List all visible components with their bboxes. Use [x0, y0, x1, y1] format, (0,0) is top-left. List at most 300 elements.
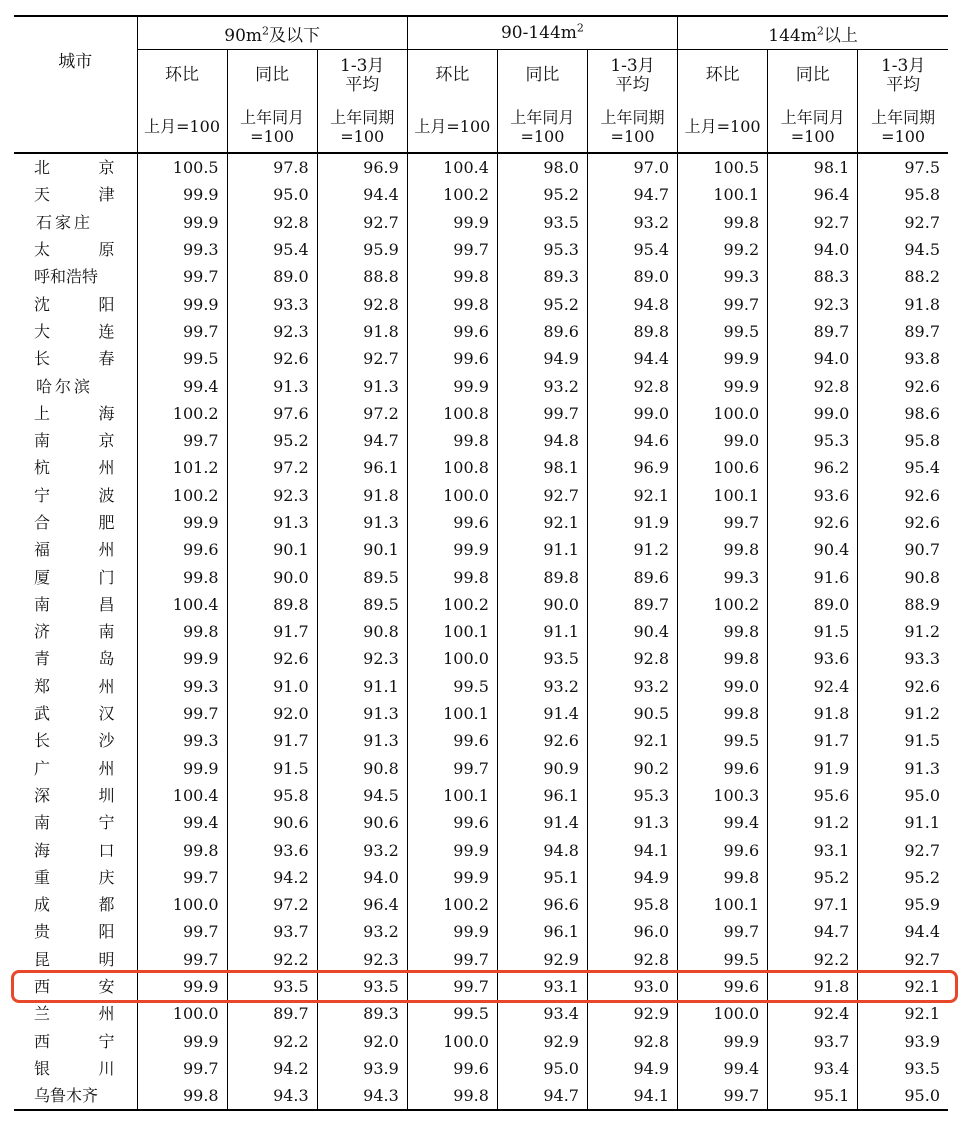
- value-cell: 99.3: [137, 727, 227, 754]
- city-name: 呼和浩特: [34, 267, 99, 287]
- value-cell: 100.3: [678, 782, 768, 809]
- value-cell: 99.4: [678, 809, 768, 836]
- highlight-box: [11, 970, 958, 1003]
- city-name: [34, 350, 115, 367]
- table-row: [14, 536, 948, 563]
- value-cell: 95.8: [587, 891, 677, 918]
- subcolumn-header: 环比: [407, 50, 497, 102]
- city-name: [34, 186, 115, 203]
- value-cell: 100.1: [678, 482, 768, 509]
- value-cell: 92.7: [497, 482, 587, 509]
- value-cell: 99.6: [407, 809, 497, 836]
- value-cell: 93.2: [497, 372, 587, 399]
- value-cell: 100.5: [678, 153, 768, 181]
- value-cell: 99.9: [407, 536, 497, 563]
- value-cell: 94.2: [227, 1055, 317, 1082]
- value-cell: 93.6: [768, 482, 858, 509]
- city-name: [34, 732, 115, 749]
- value-cell: 91.1: [497, 536, 587, 563]
- value-cell: 100.1: [407, 782, 497, 809]
- city-char: 长: [34, 349, 51, 369]
- value-cell: 90.7: [858, 536, 948, 563]
- city-char: 福: [34, 540, 51, 560]
- value-cell: 89.6: [587, 563, 677, 590]
- value-cell: 99.5: [678, 318, 768, 345]
- city-name: [34, 432, 115, 449]
- value-cell: 99.3: [137, 236, 227, 263]
- value-cell: 88.8: [317, 263, 407, 290]
- value-cell: 93.5: [317, 973, 407, 1000]
- value-cell: 94.0: [317, 864, 407, 891]
- city-char: 深: [34, 785, 51, 805]
- city-char: 京: [98, 431, 115, 451]
- value-cell: 95.8: [227, 782, 317, 809]
- value-cell: 99.8: [678, 645, 768, 672]
- city-char: 都: [98, 895, 115, 915]
- city-name: [34, 1033, 115, 1050]
- city-cell: [14, 263, 137, 290]
- value-cell: 94.7: [587, 181, 677, 208]
- city-char: 南: [98, 622, 115, 642]
- value-cell: 92.7: [858, 836, 948, 863]
- value-cell: 99.0: [587, 400, 677, 427]
- value-cell: 91.8: [768, 700, 858, 727]
- city-char: 州: [98, 676, 115, 696]
- value-cell: 90.9: [497, 755, 587, 782]
- value-cell: 92.7: [858, 946, 948, 973]
- city-name: [34, 1060, 115, 1077]
- value-cell: 99.6: [678, 755, 768, 782]
- value-cell: 93.5: [858, 1055, 948, 1082]
- value-cell: 95.3: [587, 782, 677, 809]
- table-row: [14, 509, 948, 536]
- value-cell: 94.5: [317, 782, 407, 809]
- table-row: [14, 372, 948, 399]
- value-cell: 96.4: [768, 181, 858, 208]
- value-cell: 91.3: [587, 809, 677, 836]
- city-char: 州: [98, 458, 115, 478]
- city-char: 济: [34, 622, 51, 642]
- value-cell: 98.1: [768, 153, 858, 181]
- value-cell: 91.2: [858, 618, 948, 645]
- city-char: 门: [98, 567, 115, 587]
- city-char: 成: [34, 895, 51, 915]
- value-cell: 99.6: [407, 318, 497, 345]
- value-cell: 89.7: [858, 318, 948, 345]
- city-cell: [14, 673, 137, 700]
- value-cell: 99.0: [768, 400, 858, 427]
- table-row: [14, 181, 948, 208]
- value-cell: 94.2: [227, 864, 317, 891]
- value-cell: 91.1: [858, 809, 948, 836]
- value-cell: 89.8: [497, 563, 587, 590]
- value-cell: 99.6: [407, 509, 497, 536]
- base-header: 上年同期 =100: [858, 101, 948, 153]
- city-char: 北: [34, 158, 51, 178]
- city-char: 州: [98, 540, 115, 560]
- value-cell: 99.8: [407, 290, 497, 317]
- value-cell: 94.1: [587, 836, 677, 863]
- value-cell: 92.1: [858, 1000, 948, 1027]
- table-row: [14, 727, 948, 754]
- city-char: 上: [34, 403, 51, 423]
- group-header-large: $144m^2$以上: [678, 16, 948, 50]
- value-cell: 99.9: [678, 372, 768, 399]
- value-cell: 99.9: [407, 918, 497, 945]
- city-char: 贵: [34, 922, 51, 942]
- subcolumn-header: 同比: [227, 50, 317, 102]
- value-cell: 91.4: [497, 700, 587, 727]
- city-name: [34, 923, 115, 940]
- value-cell: 91.6: [768, 563, 858, 590]
- table-row: [14, 673, 948, 700]
- table-row: [14, 400, 948, 427]
- value-cell: 92.3: [317, 645, 407, 672]
- city-cell: [14, 290, 137, 317]
- city-name: [34, 814, 115, 831]
- value-cell: 92.8: [317, 290, 407, 317]
- base-header: 上月=100: [678, 101, 768, 153]
- city-char: 武: [34, 704, 51, 724]
- value-cell: 91.0: [227, 673, 317, 700]
- value-cell: 93.0: [587, 973, 677, 1000]
- value-cell: 99.5: [407, 1000, 497, 1027]
- city-char: 郑: [34, 676, 51, 696]
- value-cell: 96.6: [497, 891, 587, 918]
- value-cell: 100.2: [678, 591, 768, 618]
- value-cell: 93.5: [497, 645, 587, 672]
- value-cell: 100.0: [137, 891, 227, 918]
- value-cell: 93.5: [497, 209, 587, 236]
- table-row: [14, 1082, 948, 1110]
- value-cell: 99.8: [137, 1082, 227, 1110]
- value-cell: 99.7: [407, 236, 497, 263]
- city-char: 西: [34, 977, 51, 997]
- city-name: [34, 159, 115, 176]
- city-char: 银: [34, 1058, 51, 1078]
- value-cell: 99.4: [137, 372, 227, 399]
- value-cell: 91.8: [768, 973, 858, 1000]
- value-cell: 98.1: [497, 454, 587, 481]
- city-char: 宁: [34, 485, 51, 505]
- subcolumn-header: 环比: [678, 50, 768, 102]
- value-cell: 99.7: [407, 973, 497, 1000]
- value-cell: 89.8: [587, 318, 677, 345]
- value-cell: 91.9: [768, 755, 858, 782]
- value-cell: 92.4: [768, 673, 858, 700]
- value-cell: 94.9: [497, 345, 587, 372]
- value-cell: 99.8: [678, 864, 768, 891]
- subcolumn-header: 同比: [497, 50, 587, 102]
- value-cell: 94.5: [858, 236, 948, 263]
- city-char: 南: [34, 594, 51, 614]
- table-row: [14, 946, 948, 973]
- subcolumn-header: 环比: [137, 50, 227, 102]
- value-cell: 92.9: [497, 1028, 587, 1055]
- value-cell: 99.8: [678, 536, 768, 563]
- value-cell: 90.4: [587, 618, 677, 645]
- value-cell: 99.9: [137, 209, 227, 236]
- value-cell: 93.3: [858, 645, 948, 672]
- value-cell: 91.5: [768, 618, 858, 645]
- value-cell: 100.2: [407, 591, 497, 618]
- base-header: 上月=100: [137, 101, 227, 153]
- value-cell: 100.5: [137, 153, 227, 181]
- value-cell: 95.9: [858, 891, 948, 918]
- value-cell: 94.3: [227, 1082, 317, 1110]
- value-cell: 95.3: [497, 236, 587, 263]
- value-cell: 100.4: [137, 591, 227, 618]
- table-row: [14, 591, 948, 618]
- value-cell: 95.4: [227, 236, 317, 263]
- city-name: 石家庄: [36, 212, 94, 232]
- city-base-header-blank: [14, 101, 137, 153]
- value-cell: 89.7: [227, 1000, 317, 1027]
- city-cell: [14, 482, 137, 509]
- value-cell: 92.3: [227, 482, 317, 509]
- value-cell: 92.8: [587, 946, 677, 973]
- city-char: 阳: [98, 294, 115, 314]
- value-cell: 101.2: [137, 454, 227, 481]
- value-cell: 91.1: [317, 673, 407, 700]
- value-cell: 99.9: [137, 509, 227, 536]
- value-cell: 100.2: [137, 482, 227, 509]
- value-cell: 90.8: [317, 618, 407, 645]
- table-row: [14, 153, 948, 181]
- city-cell: [14, 236, 137, 263]
- city-name: [34, 1005, 115, 1022]
- value-cell: 92.0: [317, 1028, 407, 1055]
- city-cell: [14, 591, 137, 618]
- value-cell: 99.7: [137, 918, 227, 945]
- city-cell: [14, 836, 137, 863]
- value-cell: 95.1: [768, 1082, 858, 1110]
- city-cell: [14, 372, 137, 399]
- base-header: 上月=100: [407, 101, 497, 153]
- city-char: 沙: [98, 731, 115, 751]
- value-cell: 95.1: [497, 864, 587, 891]
- value-cell: 93.2: [497, 673, 587, 700]
- value-cell: 93.7: [768, 1028, 858, 1055]
- table-row: [14, 1055, 948, 1082]
- value-cell: 95.0: [227, 181, 317, 208]
- city-char: 宁: [98, 1031, 115, 1051]
- value-cell: 94.7: [317, 427, 407, 454]
- city-name: 乌鲁木齐: [34, 1086, 99, 1106]
- value-cell: 92.6: [227, 645, 317, 672]
- city-char: 天: [34, 185, 51, 205]
- value-cell: 94.0: [768, 345, 858, 372]
- value-cell: 100.8: [407, 454, 497, 481]
- value-cell: 92.8: [227, 209, 317, 236]
- city-name: [34, 705, 115, 722]
- value-cell: 99.8: [137, 563, 227, 590]
- group-header-medium: $90-144m^2$: [407, 16, 677, 50]
- value-cell: 95.0: [497, 1055, 587, 1082]
- city-char: 岛: [98, 649, 115, 669]
- city-char: 庆: [98, 867, 115, 887]
- value-cell: 89.7: [768, 318, 858, 345]
- value-cell: 97.8: [227, 153, 317, 181]
- value-cell: 92.9: [497, 946, 587, 973]
- value-cell: 100.0: [407, 1028, 497, 1055]
- city-cell: [14, 645, 137, 672]
- value-cell: 94.7: [768, 918, 858, 945]
- value-cell: 93.6: [768, 645, 858, 672]
- value-cell: 90.8: [317, 755, 407, 782]
- value-cell: 92.1: [858, 973, 948, 1000]
- value-cell: 91.3: [317, 727, 407, 754]
- value-cell: 96.0: [587, 918, 677, 945]
- value-cell: 90.0: [497, 591, 587, 618]
- value-cell: 92.4: [768, 1000, 858, 1027]
- value-cell: 91.2: [858, 700, 948, 727]
- value-cell: 95.6: [768, 782, 858, 809]
- city-char: 肥: [98, 513, 115, 532]
- value-cell: 94.8: [497, 836, 587, 863]
- value-cell: 93.4: [497, 1000, 587, 1027]
- value-cell: 99.9: [137, 181, 227, 208]
- city-char: 兰: [34, 1004, 51, 1024]
- value-cell: 89.5: [317, 563, 407, 590]
- city-cell: [14, 727, 137, 754]
- city-char: 原: [98, 240, 115, 260]
- value-cell: 93.2: [317, 918, 407, 945]
- value-cell: 100.1: [678, 181, 768, 208]
- value-cell: 92.2: [227, 946, 317, 973]
- value-cell: 89.3: [497, 263, 587, 290]
- city-char: 重: [34, 867, 51, 887]
- value-cell: 89.7: [587, 591, 677, 618]
- city-char: 阳: [98, 922, 115, 942]
- value-cell: 93.6: [227, 836, 317, 863]
- value-cell: 91.3: [317, 700, 407, 727]
- value-cell: 88.2: [858, 263, 948, 290]
- city-char: 口: [98, 840, 115, 860]
- value-cell: 99.9: [407, 836, 497, 863]
- city-char: 大: [34, 321, 51, 341]
- city-cell: [14, 536, 137, 563]
- value-cell: 99.9: [678, 1028, 768, 1055]
- city-cell: [14, 209, 137, 236]
- value-cell: 93.7: [227, 918, 317, 945]
- value-cell: 99.4: [678, 1055, 768, 1082]
- value-cell: 96.1: [317, 454, 407, 481]
- city-char: 南: [34, 431, 51, 451]
- value-cell: 91.5: [858, 727, 948, 754]
- value-cell: 91.3: [227, 372, 317, 399]
- value-cell: 90.1: [227, 536, 317, 563]
- city-cell: [14, 509, 137, 536]
- value-cell: 94.7: [497, 1082, 587, 1110]
- value-cell: 99.9: [137, 973, 227, 1000]
- value-cell: 100.0: [407, 645, 497, 672]
- value-cell: 93.9: [858, 1028, 948, 1055]
- city-cell: [14, 318, 137, 345]
- value-cell: 90.5: [587, 700, 677, 727]
- city-cell: [14, 454, 137, 481]
- value-cell: 91.3: [317, 372, 407, 399]
- city-char: 太: [34, 240, 51, 260]
- value-cell: 97.6: [227, 400, 317, 427]
- city-char: 青: [34, 649, 51, 669]
- value-cell: 99.2: [678, 236, 768, 263]
- table-row: [14, 809, 948, 836]
- city-name: [34, 541, 115, 558]
- value-cell: 97.2: [227, 454, 317, 481]
- value-cell: 96.9: [317, 153, 407, 181]
- city-name: [34, 596, 115, 613]
- city-char: 京: [98, 158, 115, 178]
- value-cell: 89.8: [227, 591, 317, 618]
- base-header: 上年同期 =100: [587, 101, 677, 153]
- value-cell: 92.6: [858, 673, 948, 700]
- value-cell: 99.3: [678, 563, 768, 590]
- city-name: [34, 951, 115, 968]
- value-cell: 99.8: [137, 618, 227, 645]
- city-name: [34, 842, 115, 859]
- city-char: 连: [98, 321, 115, 341]
- table-row: [14, 427, 948, 454]
- city-char: 西: [34, 1031, 51, 1051]
- value-cell: 92.6: [768, 509, 858, 536]
- value-cell: 90.2: [587, 755, 677, 782]
- city-char: 厦: [34, 567, 51, 587]
- value-cell: 97.1: [768, 891, 858, 918]
- table-row: [14, 263, 948, 290]
- value-cell: 99.8: [407, 427, 497, 454]
- table-row: [14, 482, 948, 509]
- value-cell: 100.8: [407, 400, 497, 427]
- value-cell: 89.3: [317, 1000, 407, 1027]
- value-cell: 91.1: [497, 618, 587, 645]
- subcolumn-header: 同比: [768, 50, 858, 102]
- city-char: 明: [98, 949, 115, 969]
- value-cell: 99.8: [137, 836, 227, 863]
- city-name: [34, 323, 115, 340]
- value-cell: 91.8: [317, 318, 407, 345]
- value-cell: 95.8: [858, 181, 948, 208]
- value-cell: 97.2: [227, 891, 317, 918]
- value-cell: 91.7: [227, 618, 317, 645]
- city-name: [34, 459, 115, 476]
- city-char: 川: [98, 1058, 115, 1078]
- city-name: [34, 896, 115, 913]
- value-cell: 99.7: [137, 263, 227, 290]
- city-char: 宁: [98, 813, 115, 833]
- value-cell: 93.8: [858, 345, 948, 372]
- value-cell: 91.4: [497, 809, 587, 836]
- table-body: [14, 153, 948, 1110]
- value-cell: 99.9: [137, 1028, 227, 1055]
- city-name: 哈尔滨: [36, 376, 94, 396]
- value-cell: 99.6: [407, 1055, 497, 1082]
- table-row: [14, 782, 948, 809]
- value-cell: 95.2: [497, 290, 587, 317]
- value-cell: 90.1: [317, 536, 407, 563]
- value-cell: 92.8: [587, 645, 677, 672]
- value-cell: 92.3: [227, 318, 317, 345]
- city-cell: [14, 1082, 137, 1110]
- value-cell: 93.5: [227, 973, 317, 1000]
- table-row: [14, 700, 948, 727]
- value-cell: 93.2: [317, 836, 407, 863]
- base-header: 上年同月 =100: [497, 101, 587, 153]
- value-cell: 92.7: [317, 345, 407, 372]
- value-cell: 92.6: [858, 482, 948, 509]
- value-cell: 99.8: [407, 263, 497, 290]
- city-name: [34, 514, 115, 531]
